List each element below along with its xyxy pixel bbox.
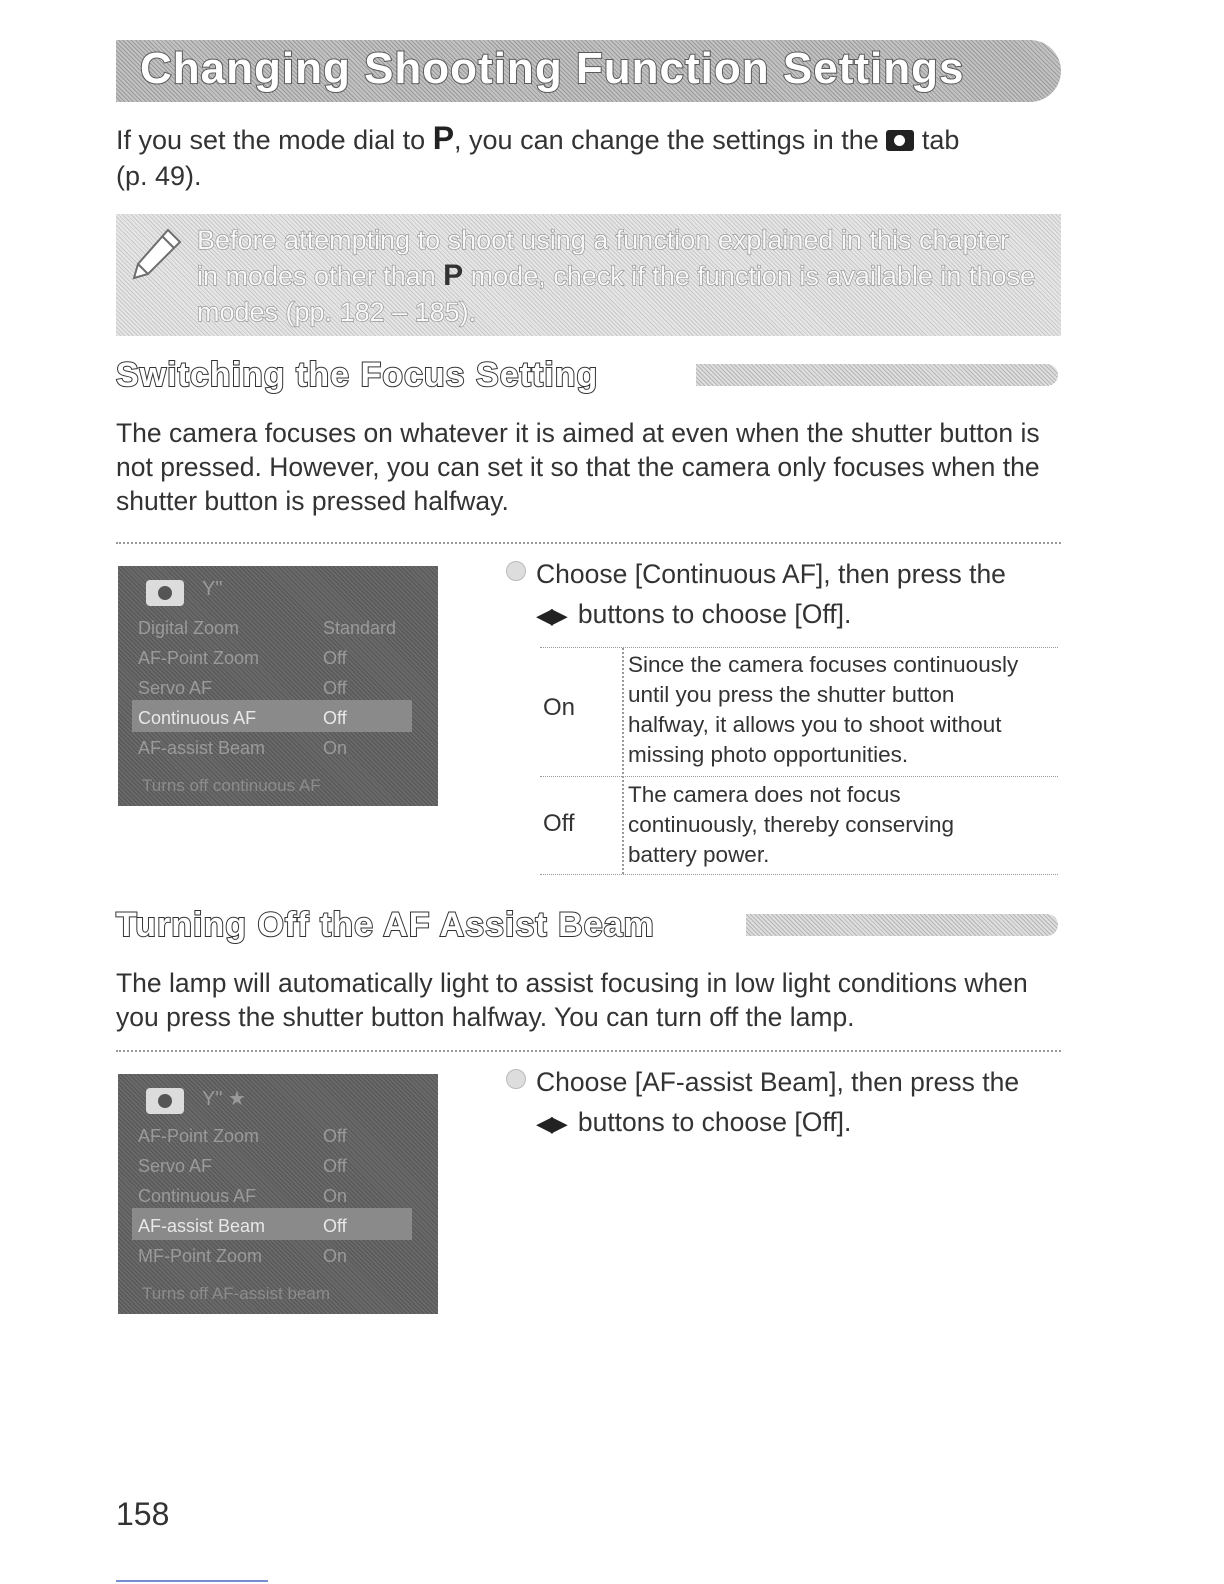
menu-row-label: Continuous AF <box>138 1186 257 1206</box>
menu-row-value: On <box>323 738 348 758</box>
menu-row-value: Off <box>323 1156 347 1176</box>
menu-row-value: On <box>323 1246 348 1266</box>
menu-row-label: AF-assist Beam <box>138 738 266 758</box>
intro-text-3: tab <box>914 125 960 155</box>
menu-row <box>138 1126 428 1154</box>
table-line <box>540 776 1058 777</box>
step-bullet-icon <box>506 1069 526 1089</box>
left-right-arrows-icon: ◀▶ <box>536 603 566 628</box>
step-bullet-icon <box>506 561 526 581</box>
divider <box>116 542 1061 544</box>
camera-icon <box>146 1088 184 1114</box>
step-text-1: Choose [AF-assist Beam], then press the <box>536 1067 1020 1097</box>
option-off-description <box>628 780 1058 870</box>
focus-section-body: The camera focuses on whatever it is aimed at even when the shutter button is not pressed. However, you can set it so that the camera only focuses when the shutter button is pressed halfway. <box>116 418 1040 516</box>
page-underline <box>116 1580 268 1582</box>
option-on-label: On <box>543 694 576 721</box>
intro-text-2: , you can change the settings in the <box>454 125 887 155</box>
table-line <box>540 874 1058 875</box>
menu-tabs: Y" <box>202 578 223 600</box>
menu-row-value: On <box>323 1186 348 1206</box>
menu-tabs: Y" ★ <box>202 1088 246 1110</box>
menu-row-label: Digital Zoom <box>138 618 240 638</box>
program-mode-icon: P <box>432 120 455 156</box>
camera-icon <box>146 580 184 606</box>
step-text-2: buttons to choose [Off]. <box>577 599 852 629</box>
menu-row-value: Off <box>323 1216 347 1236</box>
menu-row <box>138 738 428 766</box>
intro-paragraph <box>116 120 1046 194</box>
af-section-title: Turning Off the AF Assist Beam <box>116 906 655 944</box>
menu-row-value: Off <box>323 1126 347 1146</box>
option-desc-line: until you press the shutter button <box>628 682 955 707</box>
intro-text-1: If you set the mode dial to <box>116 125 433 155</box>
option-desc-line: continuously, thereby conserving <box>628 812 955 837</box>
menu-row-label: AF-assist Beam <box>138 1216 266 1236</box>
camera-tab-icon <box>886 130 914 151</box>
note-text-2: mode, check if the function is available in those modes (pp. 182 – 185). <box>197 261 1035 327</box>
menu-row-label: Servo AF <box>138 678 213 698</box>
menu-row-selected <box>138 1216 428 1244</box>
note-text <box>197 222 1037 330</box>
option-desc-line: Since the camera focuses continuously <box>628 652 1019 677</box>
af-step <box>506 1062 1066 1144</box>
intro-page-ref: (p. 49). <box>116 161 202 191</box>
pencil-icon <box>128 226 184 284</box>
menu-row <box>138 1246 428 1274</box>
page-number: 158 <box>116 1496 170 1532</box>
option-on-description <box>628 650 1058 770</box>
divider <box>116 1050 1061 1052</box>
menu-row <box>138 618 428 646</box>
page-title: Changing Shooting Function Settings <box>140 44 965 93</box>
step-text-2: buttons to choose [Off]. <box>577 1107 852 1137</box>
menu-row-value: Off <box>323 648 347 668</box>
option-desc-line: halfway, it allows you to shoot without <box>628 712 1002 737</box>
menu-row-label: AF-Point Zoom <box>138 1126 260 1146</box>
menu-row-label: MF-Point Zoom <box>138 1246 263 1266</box>
menu-row-value: Standard <box>323 618 397 638</box>
menu-row <box>138 648 428 676</box>
menu-help-text: Turns off continuous AF <box>142 776 321 795</box>
camera-menu-screen <box>118 566 438 806</box>
option-off-label: Off <box>543 810 575 837</box>
menu-row <box>138 678 428 706</box>
table-line <box>540 647 1058 648</box>
program-mode-icon: P <box>443 259 464 292</box>
menu-row-selected <box>138 708 428 736</box>
focus-section-title: Switching the Focus Setting <box>116 356 599 394</box>
menu-row <box>138 1186 428 1214</box>
option-desc-line: missing photo opportunities. <box>628 742 909 767</box>
option-desc-line: battery power. <box>628 842 770 867</box>
menu-row-label: Continuous AF <box>138 708 257 728</box>
menu-row-value: Off <box>323 678 347 698</box>
note-text-1: Before attempting to shoot using a function explained in this chapter in modes other than <box>197 225 1010 291</box>
camera-menu-screen <box>118 1074 438 1314</box>
menu-help-text: Turns off AF-assist beam <box>142 1284 331 1303</box>
af-section-body: The lamp will automatically light to assist focusing in low light conditions when you press the shutter button halfway. You can turn off the lamp. <box>116 968 1028 1032</box>
menu-row-value: Off <box>323 708 347 728</box>
section-bar <box>746 914 1058 936</box>
menu-row-label: AF-Point Zoom <box>138 648 260 668</box>
menu-row <box>138 1156 428 1184</box>
table-column-line <box>622 648 624 874</box>
step-text-1: Choose [Continuous AF], then press the <box>536 559 1006 589</box>
option-desc-line: The camera does not focus <box>628 782 901 807</box>
section-bar <box>696 364 1058 386</box>
menu-row-label: Servo AF <box>138 1156 213 1176</box>
focus-step <box>506 554 1066 636</box>
left-right-arrows-icon: ◀▶ <box>536 1111 566 1136</box>
